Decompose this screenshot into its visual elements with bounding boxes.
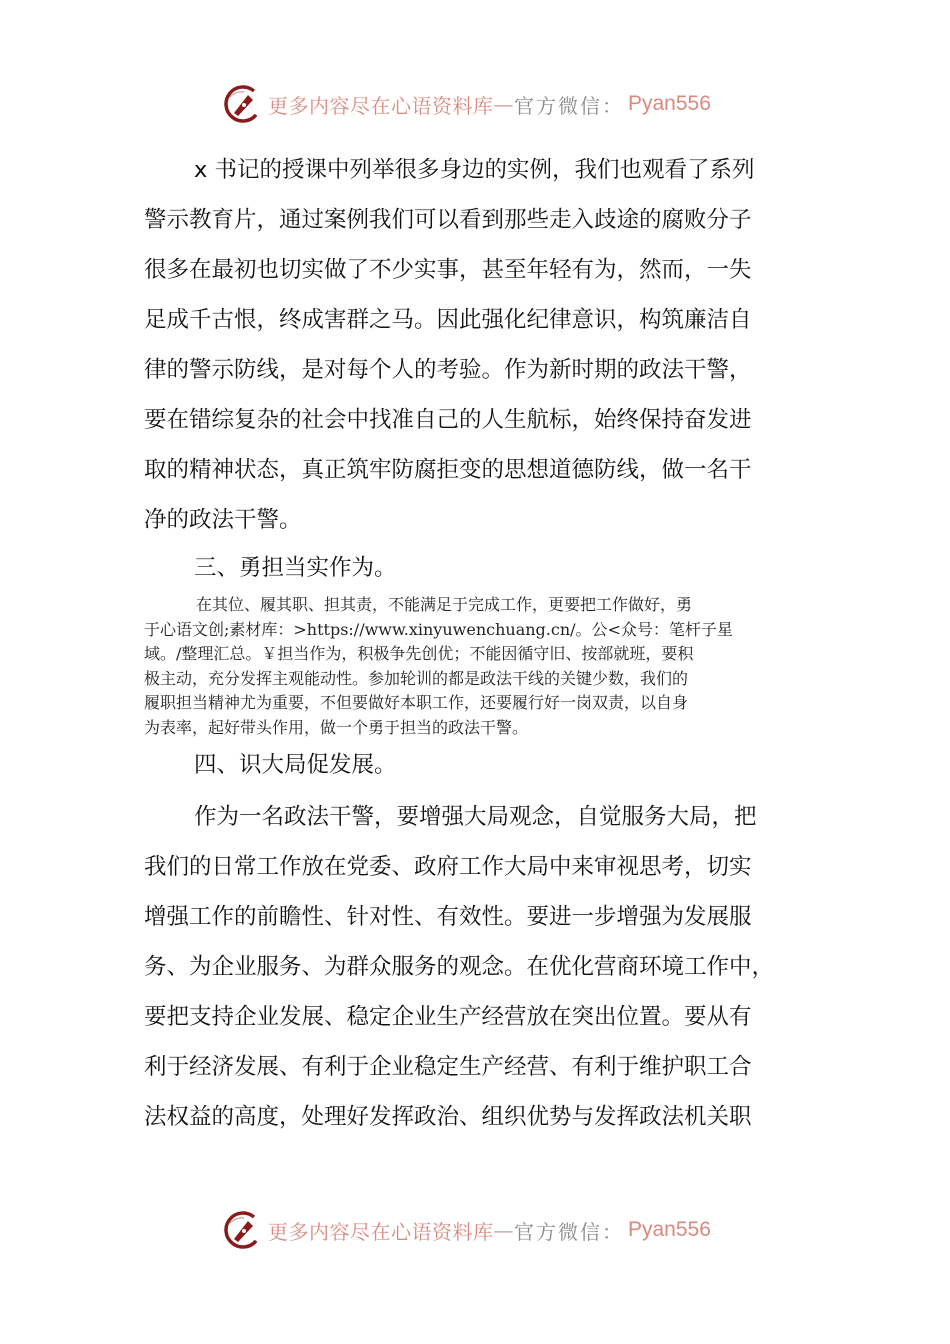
- text-line: 取的精神状态，真正筑牢防腐拒变的思想道德防线，做一名干: [144, 457, 752, 483]
- text-line: 要在错综复杂的社会中找准自己的人生航标，始终保持奋发进: [144, 407, 752, 433]
- text-line: x 书记的授课中列举很多身边的实例，我们也观看了系列: [194, 157, 755, 183]
- brand-text: 更多内容尽在心语资料库: [268, 93, 494, 118]
- paragraph-responsibility: [144, 593, 808, 740]
- pen-nib-logo-icon: [222, 83, 264, 125]
- footer-watermark-banner: [222, 1208, 711, 1252]
- wechat-label: 官方微信：: [514, 1219, 624, 1244]
- text-line: 律的警示防线，是对每个人的考验。作为新时期的政法干警，: [144, 357, 752, 383]
- wechat-id: Pyan556: [628, 1218, 711, 1241]
- pen-nib-logo-icon: [222, 1209, 264, 1251]
- section-heading-3: 三、勇担当实作为。: [194, 555, 397, 581]
- text-line: 域。/整理汇总。￥担当作为，积极争先创优；不能因循守旧、按部就班，要积: [144, 644, 694, 663]
- text-line: 作为一名政法干警，要增强大局观念，自觉服务大局，把: [194, 804, 757, 830]
- text-line: 警示教育片，通过案例我们可以看到那些走入歧途的腐败分子: [144, 207, 752, 233]
- wechat-label: 官方微信：: [514, 93, 624, 118]
- text-line: 要把支持企业发展、稳定企业生产经营放在突出位置。要从有: [144, 1004, 752, 1030]
- wechat-id: Pyan556: [628, 92, 711, 115]
- text-line: 于心语文创;素材库：>https://www.xinyuwenchuang.cn/。公<众号：笔杆子星: [144, 619, 733, 639]
- text-line: 极主动，充分发挥主观能动性。参加轮训的都是政法干线的关键少数，我们的: [144, 668, 689, 688]
- header-watermark-banner: [222, 82, 711, 126]
- brand-text: 更多内容尽在心语资料库: [268, 1219, 494, 1244]
- text-line: 净的政法干警。: [144, 507, 302, 533]
- banner-dash: —: [493, 92, 514, 116]
- banner-dash: —: [493, 1218, 514, 1242]
- paragraph-big-picture: [144, 792, 804, 1142]
- text-line: 增强工作的前瞻性、针对性、有效性。要进一步增强为发展服: [144, 904, 752, 930]
- text-line: 足成千古恨，终成害群之马。因此强化纪律意识，构筑廉洁自: [144, 307, 752, 333]
- text-line: 法权益的高度，处理好发挥政治、组织优势与发挥政法机关职: [144, 1104, 752, 1130]
- text-line: 履职担当精神尤为重要，不但要做好本职工作，还要履行好一岗双责，以自身: [144, 693, 689, 712]
- text-line: 很多在最初也切实做了不少实事，甚至年轻有为，然而，一失: [144, 257, 752, 283]
- text-line: 为表率，起好带头作用，做一个勇于担当的政法干警。: [144, 717, 529, 737]
- text-line: 务、为企业服务、为群众服务的观念。在优化营商环境工作中，: [144, 954, 775, 980]
- text-line: 利于经济发展、有利于企业稳定生产经营、有利于维护职工合: [144, 1054, 752, 1080]
- section-heading-4: 四、识大局促发展。: [194, 752, 397, 778]
- text-line: 在其位、履其职、担其责，不能满足于完成工作，更要把工作做好，勇: [196, 595, 693, 614]
- paragraph-discipline: [144, 145, 804, 545]
- text-line: 我们的日常工作放在党委、政府工作大局中来审视思考，切实: [144, 854, 752, 880]
